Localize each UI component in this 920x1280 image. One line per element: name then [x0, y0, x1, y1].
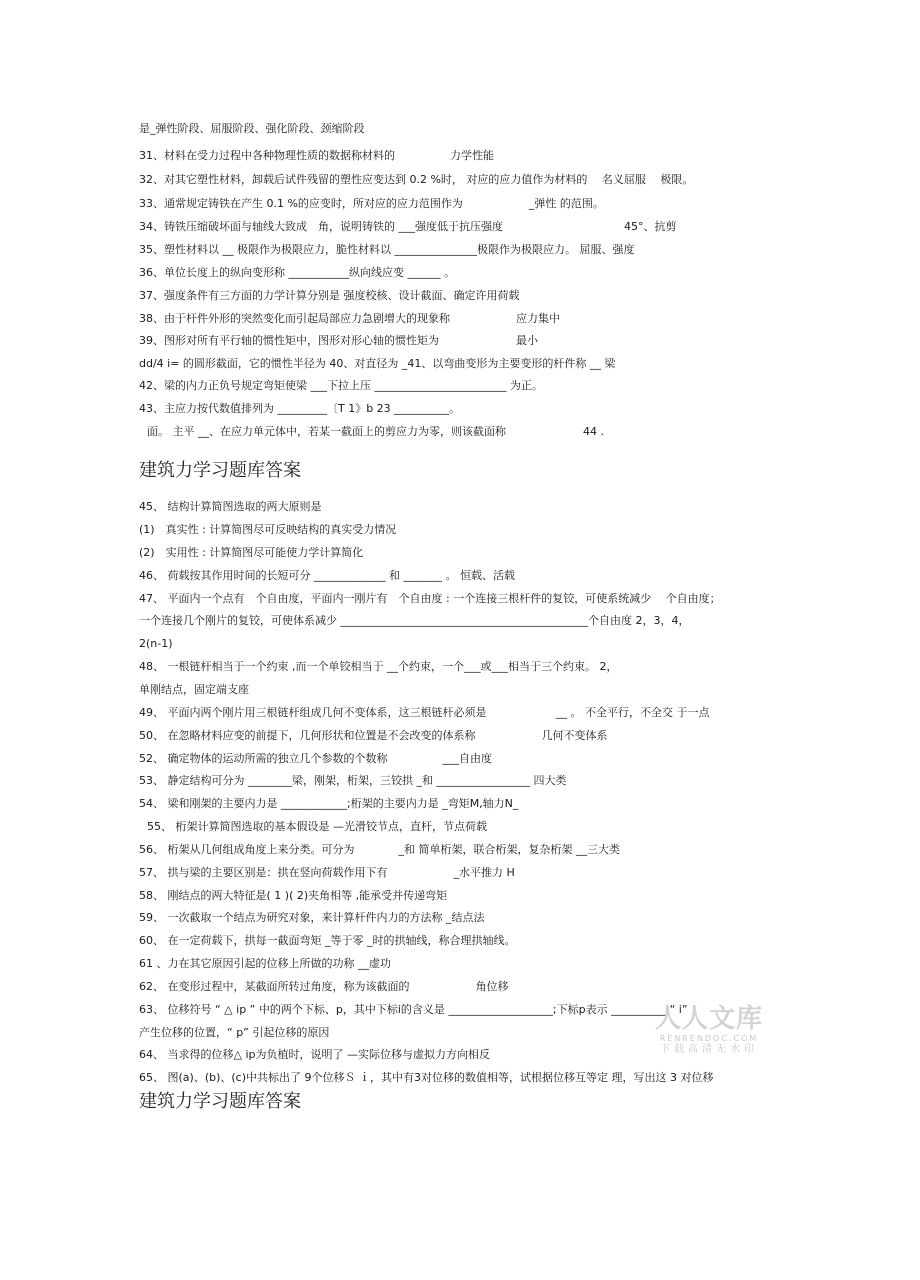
- text-line: 64、 当求得的位移△ ip为负植时，说明了 —实际位移与虚拟力方向相反: [139, 1048, 490, 1061]
- text-line: 46、 荷载按其作用时间的长短可分 _____________ 和 _______ 。 恒载、活载: [139, 569, 515, 582]
- watermark-cn: 下载高清无水印: [660, 1044, 758, 1055]
- section-heading: 建筑力学习题库答案: [139, 1091, 301, 1112]
- text-line: 60、 在一定荷载下，拱每一截面弯矩 _等于零 _时的拱轴线，称合理拱轴线。: [139, 934, 516, 947]
- text-line: 62、 在变形过程中，某截面所转过角度，称为该截面的 角位移: [139, 980, 509, 993]
- watermark-sub: RENRENDOC.COM: [659, 1034, 759, 1043]
- text-line: 52、 确定物体的运动所需的独立几个参数的个数称 ___自由度: [139, 752, 492, 765]
- text-line: 42、梁的内力正负号规定弯矩使梁 ___下拉上压 ________________________ 为正。: [139, 379, 543, 392]
- text-line: 56、 桁架从几何组成角度上来分类。可分为 _和 简单桁架，联合桁架，复杂桁架 __三大类: [139, 843, 620, 856]
- text-line: 45、 结构计算简图选取的两大原则是: [139, 500, 322, 513]
- text-line: 48、 一根链杆相当于一个约束 ,而一个单铰相当于 __个约束，一个___或___相当于三个约束。 2，: [139, 660, 618, 673]
- text-line: 43、主应力按代数值排列为 _________〔T 1》b 23 __________。: [139, 402, 461, 415]
- text-line: 47、 平面内一个点有 个自由度，平面内一刚片有 个自由度 : 一个连接三根杆件的复铰，可使系统减少 个自由度；: [139, 592, 721, 605]
- text-line: 39、图形对所有平行轴的惯性矩中，图形对形心轴的惯性矩为 最小: [139, 334, 538, 347]
- text-line: 32、对其它塑性材料，卸载后试件残留的塑性应变达到 0.2 %时， 对应的应力值作为材料的 名义屈服 极限。: [139, 173, 694, 186]
- text-line: 58、 刚结点的两大特征是( 1 )( 2)夹角相等 ,能承受并传递弯矩: [139, 889, 448, 902]
- text-line: 33、通常规定铸铁在产生 0.1 %的应变时，所对应的应力范围作为 _弹性 的范围。: [139, 197, 604, 210]
- text-line: 55、 桁架计算简图选取的基本假设是 —光滑铰节点，直杆，节点荷载: [147, 820, 487, 833]
- watermark-main: 人人文库: [654, 1004, 763, 1034]
- text-line: (1) 真实性 : 计算简图尽可反映结构的真实受力情况: [139, 523, 397, 536]
- text-line: dd/4 i= 的圆形截面，它的惯性半径为 40、对直径为 _41、以弯曲变形为主要变形的杆件称 __ 梁: [139, 357, 616, 370]
- text-line: 59、 一次截取一个结点为研究对象，来计算杆件内力的方法称 _结点法: [139, 911, 485, 924]
- watermark-logo: [646, 1004, 772, 1056]
- text-line: 54、 梁和刚架的主要内力是 ____________;桁架的主要内力是 _弯矩M,轴力N_: [139, 797, 519, 810]
- text-line: 产生位移的位置，“ p” 引起位移的原因: [139, 1026, 330, 1039]
- text-line: 38、由于杆件外形的突然变化而引起局部应力急剧增大的现象称 应力集中: [139, 312, 560, 325]
- text-line: 34、铸铁压缩破坏面与轴线大致成 角，说明铸铁的 ___强度低于抗压强度 45°、抗剪: [139, 220, 677, 233]
- text-line: (2) 实用性 : 计算简图尽可能使力学计算简化: [139, 546, 364, 559]
- text-line: 是_弹性阶段、屈服阶段、强化阶段、颈缩阶段: [139, 122, 365, 135]
- text-line: 65、 图(a)、(b)、(c)中共标出了 9个位移Ｓ ｉ，其中有3对位移的数值相等，试根据位移互等定 理，写出这 3 对位移: [139, 1071, 714, 1084]
- text-line: 一个连接几个刚片的复铰，可使体系减少 _____________________________________________个自由度 2，3，4，: [139, 614, 690, 627]
- text-line: 面。 主平 __、在应力单元体中，若某一截面上的剪应力为零，则该截面称 44 .: [147, 425, 604, 438]
- text-line: 37、强度条件有三方面的力学计算分别是 强度校核、设计截面、确定许用荷载: [139, 289, 520, 302]
- text-line: 50、 在忽略材料应变的前提下，几何形状和位置是不会改变的体系称 几何不变体系: [139, 729, 608, 742]
- text-line: 31、材料在受力过程中各种物理性质的数据称材料的 力学性能: [139, 149, 494, 162]
- text-line: 2(n-1): [139, 637, 173, 650]
- text-line: 单刚结点，固定端支座: [139, 683, 249, 696]
- text-line: 61 、力在其它原因引起的位移上所做的功称 __虚功: [139, 957, 391, 970]
- text-line: 63、 位移符号 “ △ ip ” 中的两个下标、p，其中下标i的含义是 ___________________;下标p表示 __________ “ i”: [139, 1003, 688, 1016]
- text-line: 49、 平面内两个刚片用三根链杆组成几何不变体系，这三根链杆必须是 __ 。 不全平行，不全交 于一点: [139, 706, 710, 719]
- text-line: 53、 静定结构可分为 ________梁，刚架，桁架，三铰拱 _和 _________________ 四大类: [139, 774, 567, 787]
- section-heading: 建筑力学习题库答案: [139, 460, 301, 481]
- text-line: 57、 拱与梁的主要区别是：拱在竖向荷载作用下有 _水平推力 H: [139, 866, 515, 879]
- text-line: 35、塑性材料以 __ 极限作为极限应力，脆性材料以 _______________极限作为极限应力。 屈服、强度: [139, 243, 635, 256]
- text-line: 36、单位长度上的纵向变形称 ___________纵向线应变 ______ 。: [139, 266, 455, 279]
